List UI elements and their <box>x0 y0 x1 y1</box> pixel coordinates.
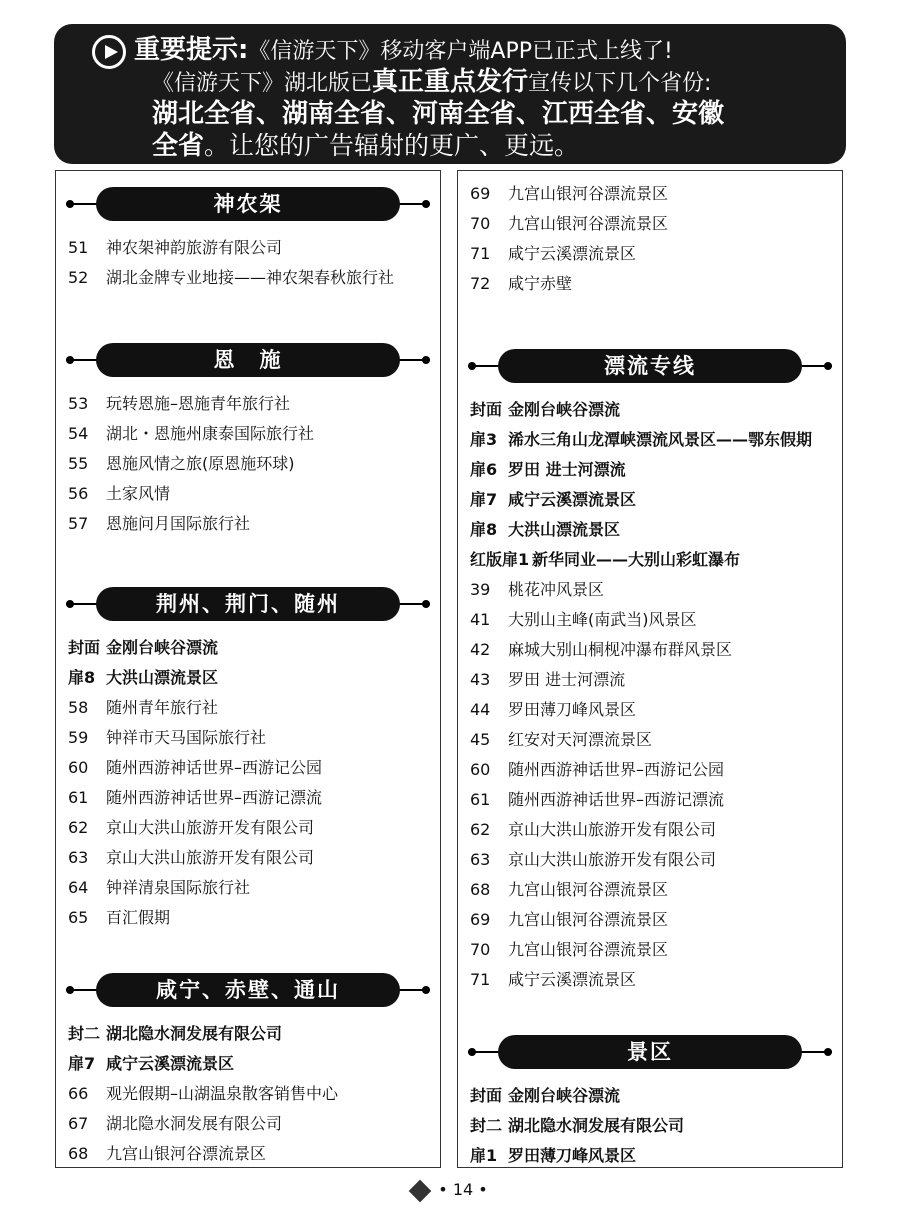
list-item <box>56 693 440 723</box>
list-item <box>56 903 440 933</box>
item-number: 60 <box>470 760 491 779</box>
list-item <box>458 179 842 209</box>
list-item <box>56 449 440 479</box>
notice-text: 宣传以下几个省份: <box>528 71 712 96</box>
list-item <box>56 1049 440 1079</box>
list-item <box>56 509 440 539</box>
item-number: 69 <box>470 184 491 203</box>
list-item <box>458 1111 842 1141</box>
item-name: 百汇假期 <box>106 908 171 927</box>
list-item <box>458 755 842 785</box>
item-number: 69 <box>470 910 491 929</box>
item-number: 42 <box>470 640 491 659</box>
item-name: 咸宁云溪漂流景区 <box>508 244 637 263</box>
item-name: 浠水三角山龙潭峡漂流风景区——鄂东假期 <box>508 430 813 449</box>
list-item <box>56 389 440 419</box>
list-item <box>458 635 842 665</box>
notice-heading: 重要提示: <box>134 35 249 65</box>
list-item <box>56 753 440 783</box>
list-item <box>56 479 440 509</box>
notice-line-2 <box>92 66 828 98</box>
list-item <box>458 545 842 575</box>
item-number: 67 <box>68 1114 89 1133</box>
item-name: 九宫山银河谷漂流景区 <box>508 940 669 959</box>
list-item <box>56 813 440 843</box>
item-number: 封面 <box>470 1086 503 1105</box>
page-number: • 14 • <box>438 1180 488 1199</box>
item-name: 京山大洪山旅游开发有限公司 <box>508 850 717 869</box>
item-name: 湖北隐水洞发展有限公司 <box>106 1024 283 1043</box>
item-name: 九宫山银河谷漂流景区 <box>508 214 669 233</box>
item-name: 恩施问月国际旅行社 <box>106 514 251 533</box>
section-title: 神农架 <box>96 187 400 221</box>
item-name: 随州西游神话世界–西游记漂流 <box>508 790 725 809</box>
list-item <box>458 605 842 635</box>
section-header <box>56 585 440 623</box>
item-number: 封二 <box>470 1116 503 1135</box>
section-title: 咸宁、赤壁、通山 <box>96 973 400 1007</box>
item-name: 麻城大别山桐枧冲瀑布群风景区 <box>508 640 733 659</box>
item-number: 45 <box>470 730 491 749</box>
item-number: 43 <box>470 670 491 689</box>
item-name: 九宫山银河谷漂流景区 <box>508 910 669 929</box>
item-number: 扉6 <box>470 460 498 479</box>
item-number: 62 <box>68 818 89 837</box>
list-item <box>458 785 842 815</box>
notice-text: 《信游天下》湖北版已 <box>152 71 373 96</box>
item-name: 罗田薄刀峰风景区 <box>508 1146 637 1165</box>
item-name: 湖北隐水洞发展有限公司 <box>106 1114 283 1133</box>
item-number: 扉7 <box>470 490 498 509</box>
list-item <box>56 723 440 753</box>
item-number: 56 <box>68 484 89 503</box>
notice-provinces: 湖北全省、湖南全省、河南全省、江西全省、安徽 <box>152 99 725 129</box>
item-name: 九宫山银河谷漂流景区 <box>106 1144 267 1163</box>
item-number: 39 <box>470 580 491 599</box>
notice-emphasis: 真正重点发行 <box>372 67 529 97</box>
list-item <box>458 425 842 455</box>
list-item <box>458 239 842 269</box>
item-number: 41 <box>470 610 491 629</box>
section-title: 漂流专线 <box>498 349 802 383</box>
list-item <box>56 783 440 813</box>
item-name: 土家风情 <box>106 484 171 503</box>
section-header <box>56 971 440 1009</box>
item-name: 咸宁云溪漂流景区 <box>508 490 637 509</box>
item-number: 扉3 <box>470 430 498 449</box>
item-name: 咸宁云溪漂流景区 <box>508 970 637 989</box>
item-number: 63 <box>470 850 491 869</box>
list-item <box>458 725 842 755</box>
item-name: 红安对天河漂流景区 <box>508 730 653 749</box>
item-number: 63 <box>68 848 89 867</box>
list-item <box>458 395 842 425</box>
item-number: 扉1 <box>470 1146 498 1165</box>
list-item <box>458 575 842 605</box>
item-name: 金刚台峡谷漂流 <box>508 400 621 419</box>
list-item <box>458 209 842 239</box>
diamond-icon <box>409 1179 432 1202</box>
section <box>56 585 440 933</box>
notice-banner <box>54 24 846 164</box>
list-item <box>458 815 842 845</box>
section <box>56 185 440 293</box>
item-name: 京山大洪山旅游开发有限公司 <box>106 818 315 837</box>
arrow-right-icon <box>92 35 126 69</box>
item-name: 金刚台峡谷漂流 <box>508 1086 621 1105</box>
item-name: 随州西游神话世界–西游记公园 <box>508 760 725 779</box>
section <box>458 347 842 995</box>
left-column <box>55 170 441 1168</box>
section-title: 荆州、荆门、随州 <box>96 587 400 621</box>
item-number: 65 <box>68 908 89 927</box>
section-title: 恩 施 <box>96 343 400 377</box>
item-name: 京山大洪山旅游开发有限公司 <box>106 848 315 867</box>
item-number: 封面 <box>68 638 101 657</box>
item-number: 72 <box>470 274 491 293</box>
item-name: 九宫山银河谷漂流景区 <box>508 184 669 203</box>
item-name: 湖北金牌专业地接——神农架春秋旅行社 <box>106 268 395 287</box>
list-item <box>458 845 842 875</box>
item-number: 64 <box>68 878 89 897</box>
item-number: 扉8 <box>68 668 96 687</box>
item-name: 湖北・恩施州康泰国际旅行社 <box>106 424 315 443</box>
list-item <box>56 1079 440 1109</box>
item-name: 钟祥市天马国际旅行社 <box>106 728 267 747</box>
list-item <box>458 935 842 965</box>
list-item <box>56 873 440 903</box>
list-item <box>56 843 440 873</box>
item-name: 新华同业——大别山彩虹瀑布 <box>532 550 741 569</box>
item-name: 神农架神韵旅游有限公司 <box>106 238 283 257</box>
item-number: 61 <box>470 790 491 809</box>
notice-provinces: 全省 <box>152 131 205 161</box>
item-number: 52 <box>68 268 89 287</box>
item-number: 扉8 <box>470 520 498 539</box>
item-number: 55 <box>68 454 89 473</box>
section <box>56 341 440 539</box>
section-header <box>458 1033 842 1071</box>
item-number: 57 <box>68 514 89 533</box>
list-item <box>56 1109 440 1139</box>
list-item <box>56 263 440 293</box>
item-number: 61 <box>68 788 89 807</box>
list-item <box>458 269 842 299</box>
item-name: 咸宁赤壁 <box>508 274 573 293</box>
item-number: 71 <box>470 970 491 989</box>
list-item <box>458 515 842 545</box>
item-number: 68 <box>68 1144 89 1163</box>
item-name: 钟祥清泉国际旅行社 <box>106 878 251 897</box>
section-header <box>458 347 842 385</box>
item-number: 62 <box>470 820 491 839</box>
item-number: 红版扉1 <box>470 550 530 569</box>
page-footer <box>0 1178 900 1202</box>
item-name: 恩施风情之旅(原恩施环球) <box>106 454 295 473</box>
list-item <box>56 633 440 663</box>
item-number: 54 <box>68 424 89 443</box>
item-name: 随州西游神话世界–西游记漂流 <box>106 788 323 807</box>
section-header <box>56 341 440 379</box>
list-item <box>458 485 842 515</box>
list-item <box>56 419 440 449</box>
item-name: 大别山主峰(南武当)风景区 <box>508 610 697 629</box>
item-number: 44 <box>470 700 491 719</box>
list-item <box>56 663 440 693</box>
notice-line-4 <box>92 130 828 162</box>
item-name: 罗田薄刀峰风景区 <box>508 700 637 719</box>
item-number: 扉7 <box>68 1054 96 1073</box>
item-name: 咸宁云溪漂流景区 <box>106 1054 235 1073</box>
list-item <box>56 1019 440 1049</box>
notice-line-3 <box>92 98 828 130</box>
item-name: 随州西游神话世界–西游记公园 <box>106 758 323 777</box>
notice-app-text: 《信游天下》移动客户端APP已正式上线了! <box>248 39 673 64</box>
item-number: 71 <box>470 244 491 263</box>
item-name: 桃花冲风景区 <box>508 580 605 599</box>
list-item <box>458 905 842 935</box>
right-column <box>457 170 843 1168</box>
item-name: 随州青年旅行社 <box>106 698 219 717</box>
list-item <box>458 965 842 995</box>
item-name: 大洪山漂流景区 <box>508 520 621 539</box>
item-number: 58 <box>68 698 89 717</box>
item-name: 观光假期–山湖温泉散客销售中心 <box>106 1084 339 1103</box>
item-number: 59 <box>68 728 89 747</box>
list-item <box>458 695 842 725</box>
section-title: 景区 <box>498 1035 802 1069</box>
continued-list <box>458 179 842 299</box>
item-name: 京山大洪山旅游开发有限公司 <box>508 820 717 839</box>
item-name: 湖北隐水洞发展有限公司 <box>508 1116 685 1135</box>
item-name: 罗田 进士河漂流 <box>508 460 626 479</box>
notice-line-1 <box>92 34 828 66</box>
list-item <box>458 455 842 485</box>
item-number: 51 <box>68 238 89 257</box>
item-number: 53 <box>68 394 89 413</box>
item-name: 九宫山银河谷漂流景区 <box>508 880 669 899</box>
list-item <box>458 1081 842 1111</box>
list-item <box>458 665 842 695</box>
item-number: 封二 <box>68 1024 101 1043</box>
section <box>56 971 440 1169</box>
item-number: 封面 <box>470 400 503 419</box>
item-name: 罗田 进士河漂流 <box>508 670 626 689</box>
item-name: 大洪山漂流景区 <box>106 668 219 687</box>
section <box>458 1033 842 1171</box>
item-name: 金刚台峡谷漂流 <box>106 638 219 657</box>
notice-text: 。让您的广告辐射的更广、更远。 <box>204 131 580 160</box>
section-header <box>56 185 440 223</box>
item-name: 玩转恩施–恩施青年旅行社 <box>106 394 291 413</box>
list-item <box>56 1139 440 1169</box>
item-number: 70 <box>470 940 491 959</box>
item-number: 68 <box>470 880 491 899</box>
item-number: 60 <box>68 758 89 777</box>
item-number: 70 <box>470 214 491 233</box>
item-number: 66 <box>68 1084 89 1103</box>
list-item <box>458 1141 842 1171</box>
list-item <box>56 233 440 263</box>
list-item <box>458 875 842 905</box>
